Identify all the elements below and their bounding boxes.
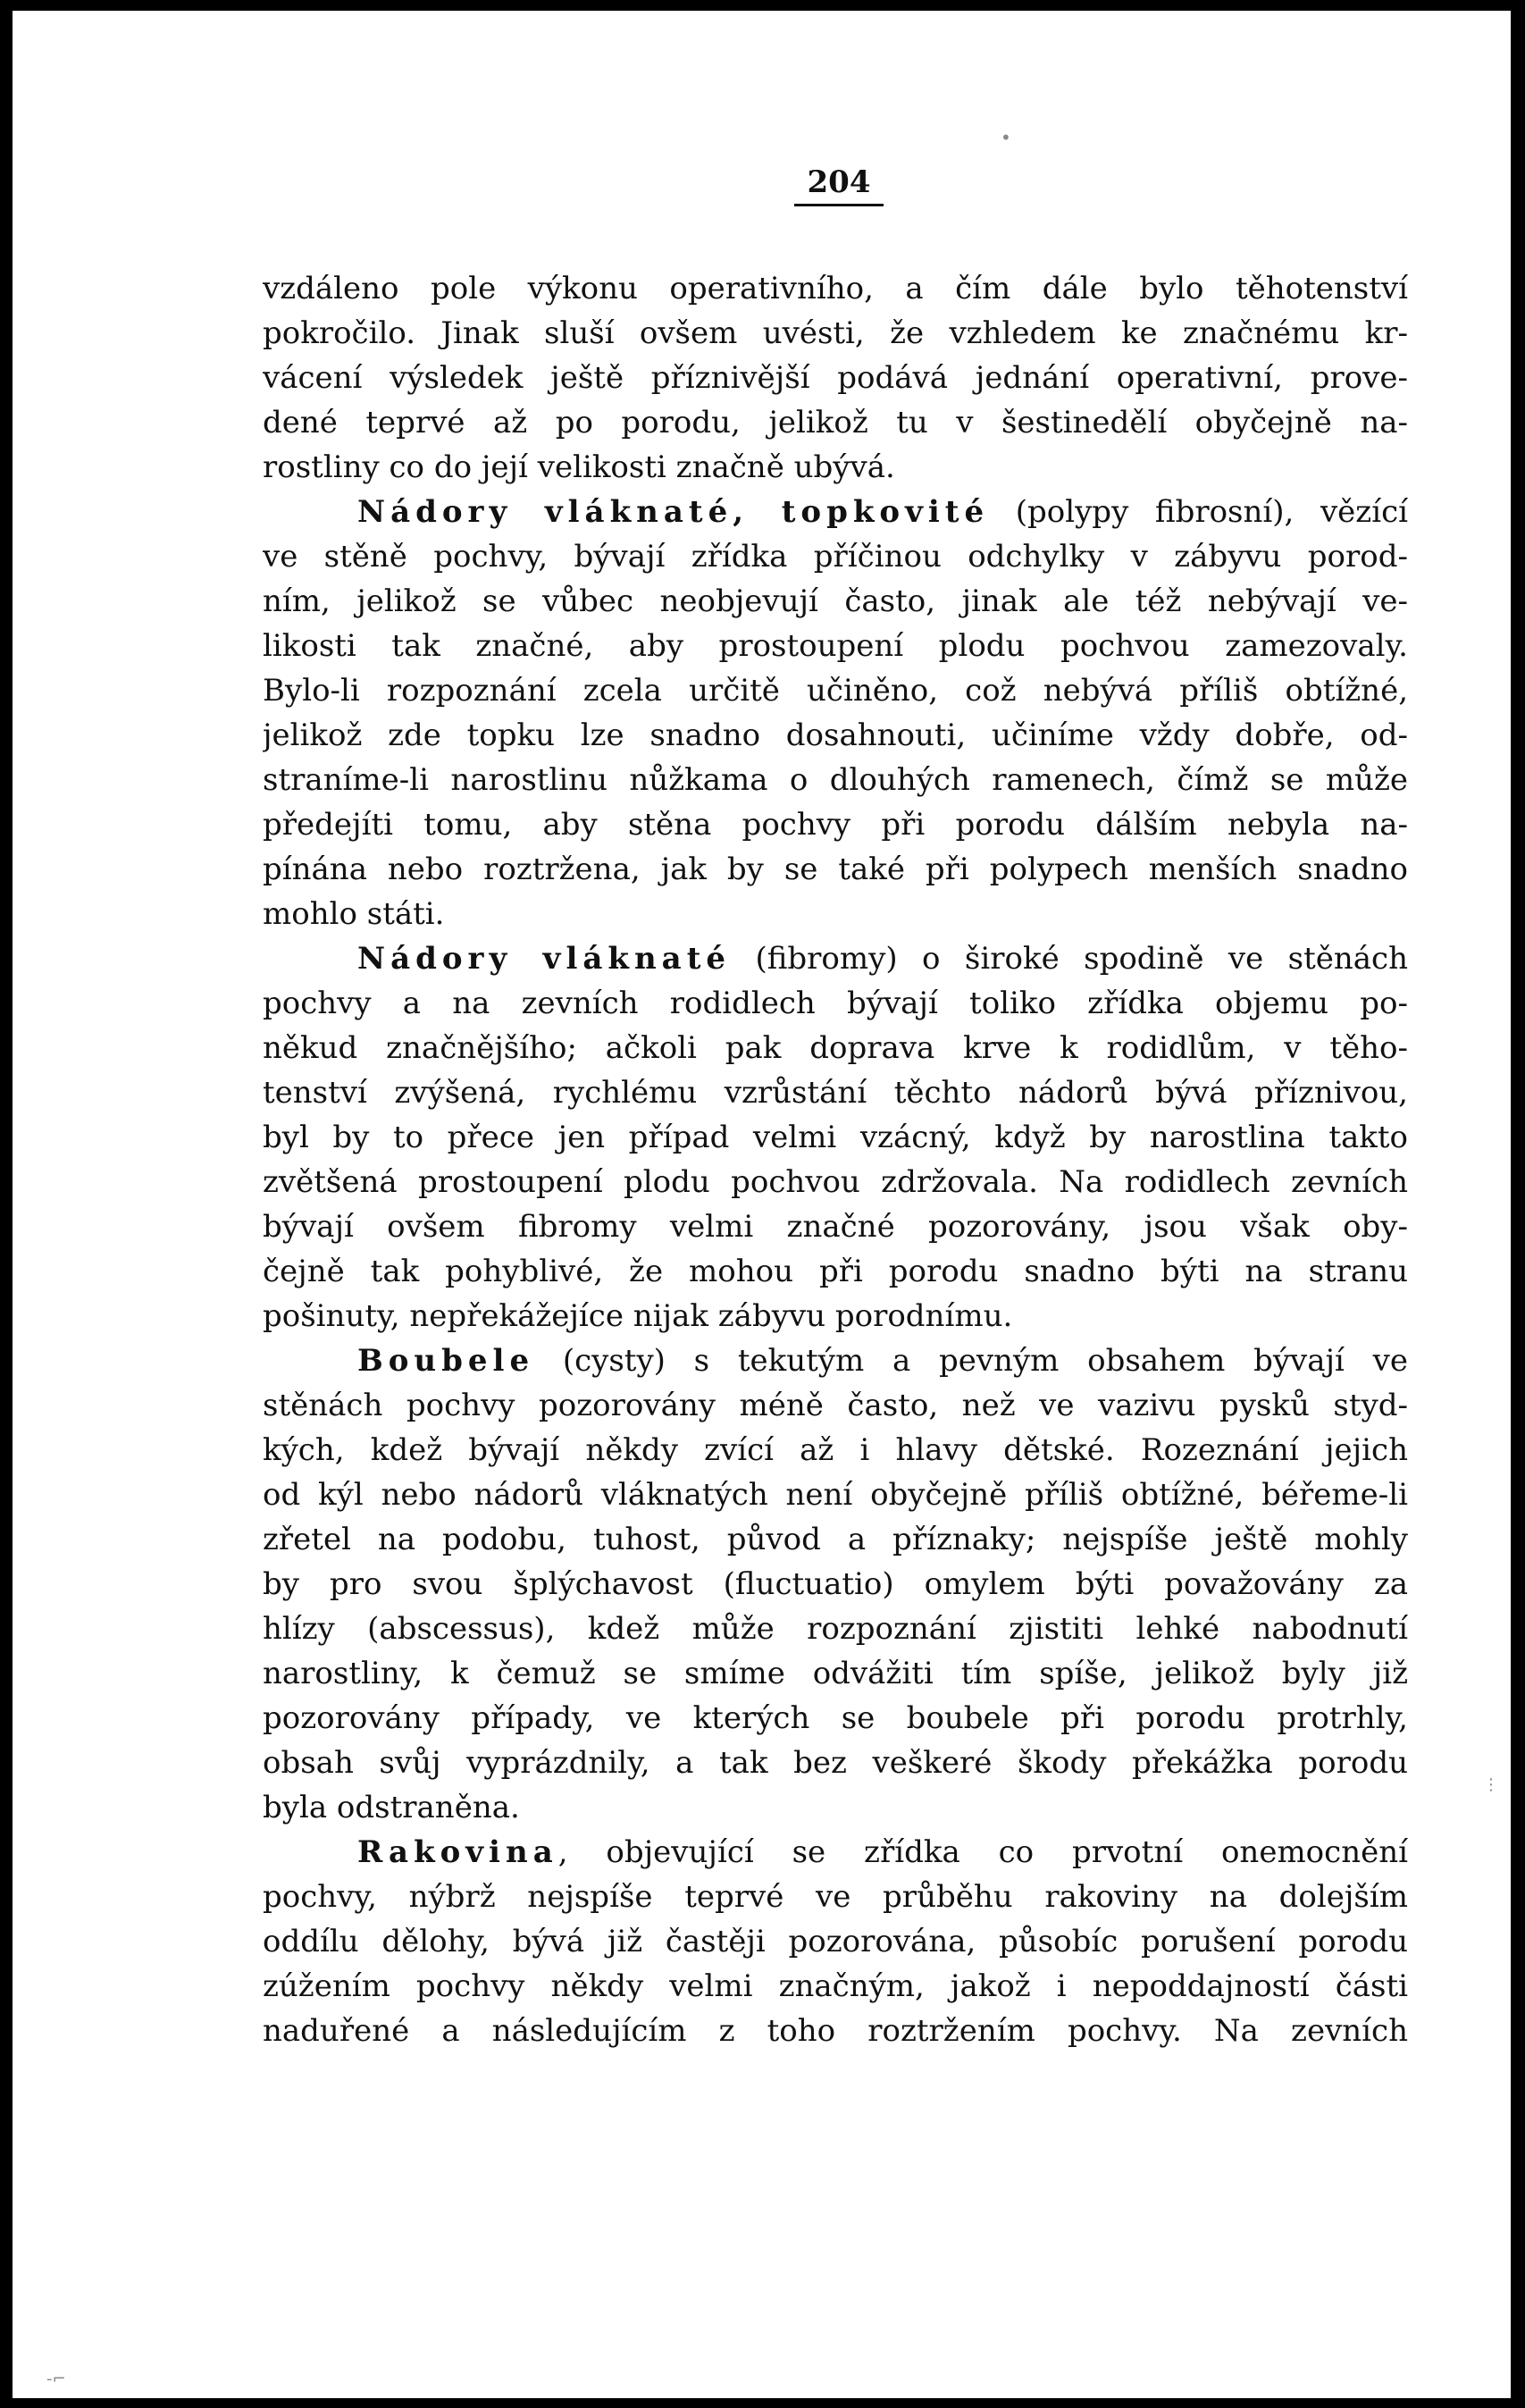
text-line: někud značnějšího; ačkoli pak doprava krve k rodidlům, v těho- xyxy=(263,1030,1408,1066)
text-line xyxy=(263,936,1408,981)
text-line: by pro svou šplýchavost (fluctuatio) omylem býti považovány za xyxy=(263,1566,1408,1602)
text-line: pokročilo. Jinak sluší ovšem uvésti, že vzhledem ke značnému kr- xyxy=(263,315,1408,351)
text-line: hlízy (abscessus), kdež může rozpoznání zjistiti lehké nabodnutí xyxy=(263,1611,1408,1647)
paragraph-3 xyxy=(263,936,1408,1338)
text-line: mohlo státi. xyxy=(263,896,445,932)
body-text xyxy=(263,266,1408,2053)
text-line xyxy=(263,1830,1408,1875)
scan-speck: ⋮ xyxy=(1483,1775,1499,1794)
scan-speck: -⌐ xyxy=(46,2370,66,2388)
text-line: straníme-li narostlinu nůžkama o dlouhých ramenech, čímž se může xyxy=(263,762,1408,798)
text-line: rostliny co do její velikosti značně ubývá. xyxy=(263,449,895,485)
text-fragment: (polypy fibrosní), vězící xyxy=(989,494,1408,530)
text-fragment: (fibromy) o široké spodině ve stěnách xyxy=(731,941,1408,977)
paragraph-lead: Nádory vláknaté, topkovité xyxy=(357,494,990,530)
text-fragment: (cysty) s tekutým a pevným obsahem bývají ve xyxy=(534,1343,1408,1379)
text-line: zvětšená prostoupení plodu pochvou zdržovala. Na rodidlech zevních xyxy=(263,1164,1408,1200)
text-line: zúžením pochvy někdy velmi značným, jakož i nepoddajností části xyxy=(263,1968,1408,2004)
text-line: byla odstraněna. xyxy=(263,1790,520,1825)
text-line: zřetel na podobu, tuhost, původ a příznaky; nejspíše ještě mohly xyxy=(263,1522,1408,1557)
text-line xyxy=(263,1338,1408,1383)
document-page xyxy=(13,11,1511,2398)
text-line: pínána nebo roztržena, jak by se také při polypech menších snadno xyxy=(263,852,1408,887)
text-line: pochvy, nýbrž nejspíše teprvé ve průběhu rakoviny na dolejším xyxy=(263,1879,1408,1915)
text-line: pozorovány případy, ve kterých se boubele při porodu protrhly, xyxy=(263,1700,1408,1736)
text-line: vácení výsledek ještě příznivější podává jednání operativní, prove- xyxy=(263,360,1408,396)
text-line: kých, kdež bývají někdy zvící až i hlavy dětské. Rozeznání jejich xyxy=(263,1432,1408,1468)
text-fragment: , objevující se zřídka co prvotní onemocnění xyxy=(557,1834,1408,1870)
text-line: dené teprvé až po porodu, jelikož tu v šestinedělí obyčejně na- xyxy=(263,405,1408,440)
paragraph-4 xyxy=(263,1338,1408,1830)
text-line: likosti tak značné, aby prostoupení plodu pochvou zamezovaly. xyxy=(263,628,1408,664)
text-line: jelikož zde topku lze snadno dosahnouti, učiníme vždy dobře, od- xyxy=(263,717,1408,753)
text-line: stěnách pochvy pozorovány méně často, než ve vazivu pysků styd- xyxy=(263,1388,1408,1423)
text-line: předejíti tomu, aby stěna pochvy při porodu dálším nebyla na- xyxy=(263,807,1408,843)
text-line: obsah svůj vyprázdnily, a tak bez veškeré škody překážka porodu xyxy=(263,1745,1408,1781)
page-number: 204 xyxy=(794,164,884,206)
text-line: pochvy a na zevních rodidlech bývají toliko zřídka objemu po- xyxy=(263,986,1408,1021)
text-line: oddílu dělohy, bývá již častěji pozorována, působíc porušení porodu xyxy=(263,1924,1408,1959)
text-line: narostliny, k čemuž se smíme odvážiti tím spíše, jelikož byly již xyxy=(263,1656,1408,1691)
paragraph-lead: Rakovina xyxy=(357,1834,558,1870)
text-line: pošinuty, nepřekážejíce nijak zábyvu porodnímu. xyxy=(263,1298,1013,1334)
text-line: ním, jelikož se vůbec neobjevují často, jinak ale též nebývají ve- xyxy=(263,583,1408,619)
paragraph-lead: Nádory vláknaté xyxy=(357,941,732,977)
paragraph-2 xyxy=(263,490,1408,936)
scan-speck: • xyxy=(1001,127,1011,148)
text-line: od kýl nebo nádorů vláknatých není obyčejně příliš obtížné, béřeme-li xyxy=(263,1477,1408,1513)
paragraph-lead: Boubele xyxy=(357,1343,535,1379)
text-line xyxy=(263,490,1408,534)
text-line: čejně tak pohyblivé, že mohou při porodu snadno býti na stranu xyxy=(263,1254,1408,1289)
text-line: tenství zvýšená, rychlému vzrůstání těchto nádorů bývá příznivou, xyxy=(263,1075,1408,1111)
text-line: bývají ovšem fibromy velmi značné pozorovány, jsou však oby- xyxy=(263,1209,1408,1245)
text-line: naduřené a následujícím z toho roztržením pochvy. Na zevních xyxy=(263,2013,1408,2049)
text-line: byl by to přece jen případ velmi vzácný, když by narostlina takto xyxy=(263,1120,1408,1155)
text-line: Bylo-li rozpoznání zcela určitě učiněno, což nebývá příliš obtížné, xyxy=(263,673,1408,709)
text-line: vzdáleno pole výkonu operativního, a čím dále bylo těhotenství xyxy=(263,271,1408,306)
paragraph-1 xyxy=(263,266,1408,490)
paragraph-5 xyxy=(263,1830,1408,2053)
text-line: ve stěně pochvy, bývají zřídka příčinou odchylky v zábyvu porod- xyxy=(263,539,1408,575)
